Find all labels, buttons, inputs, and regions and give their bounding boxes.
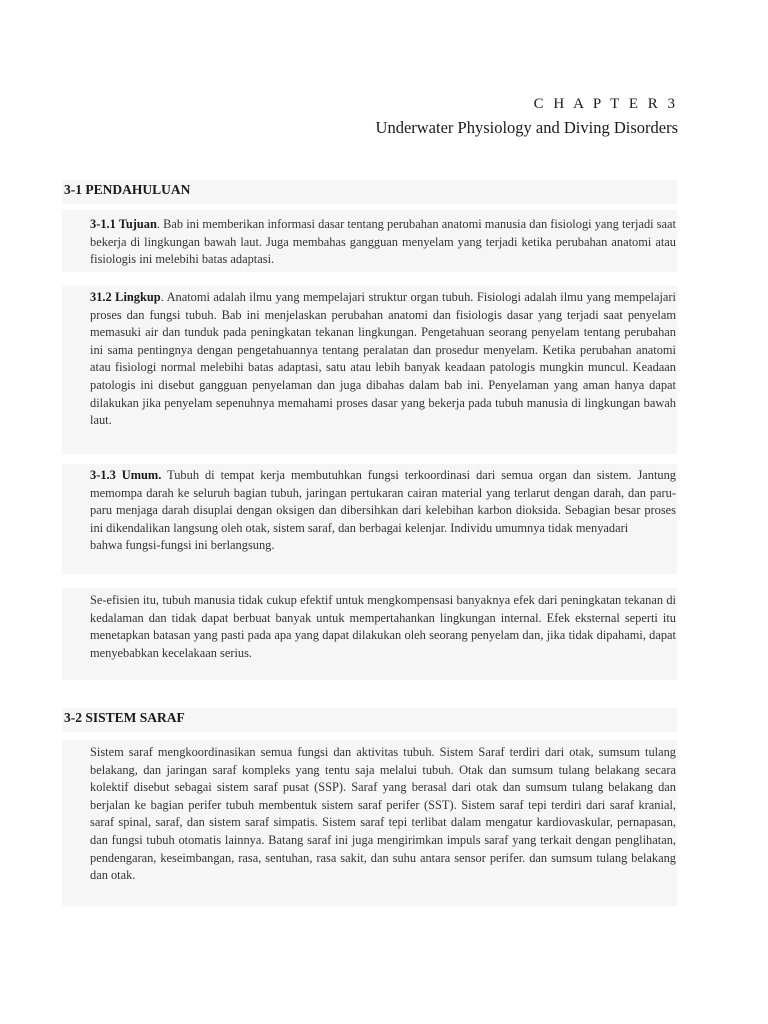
paragraph-text: Sistem saraf mengkoordinasikan semua fungsi dan aktivitas tubuh. Sistem Saraf terdiri dari otak, sumsum tulang belakang, dan jaringan saraf kompleks yang tentu saja melalui tubuh. Otak dan sumsum tulang belakang secara kolektif disebut sebagai sistem saraf pusat (SSP). Saraf yang berasal dari otak dan sumsum tulang belakang dan berjalan ke bagian perifer tubuh membentuk sistem saraf perifer (SST). Sistem saraf tepi terdiri dari saraf kranial, saraf spinal, saraf, dan sistem saraf simpatis. Sistem saraf tepi terlibat dalam mengatur kardiovaskular, pernapasan, dan fungsi tubuh otomatis lainnya. Batang saraf ini juga mengirimkan impuls saraf yang terkait dengan penglihatan, pendengaran, keseimbangan, rasa, sentuhan, rasa sakit, dan suhu antara sensor perifer. dan sumsum tulang belakang dan otak. (90, 745, 676, 883)
paragraph-text: . Bab ini memberikan informasi dasar tentang perubahan anatomi manusia dan fisiologi yang terjadi saat bekerja di lingkungan bawah laut. Juga membahas gangguan menyelam yang terjadi ketika perubahan anatomi atau fisiologis ini melebihi batas adaptasi. (90, 217, 677, 267)
paragraph-lead: 3-1.1 Tujuan (90, 217, 157, 231)
paragraph-lead: 3-1.3 Umum. (90, 468, 162, 482)
paragraph-umum (90, 467, 676, 555)
paragraph-sistem-saraf (90, 744, 676, 885)
section-heading-pendahuluan: 3-1 PENDAHULUAN (64, 182, 191, 197)
paragraph-lingkup (90, 289, 676, 430)
paragraph-text: . Anatomi adalah ilmu yang mempelajari struktur organ tubuh. Fisiologi adalah ilmu yang mempelajari proses dan fungsi tubuh. Bab ini menjelaskan perubahan anatomi dan fisiologis dasar yang terjadi saat penyelam memasuki air dan tunduk pada peningkatan tekanan lingkungan. Pengetahuan seorang penyelam tentang perubahan ini sama pentingnya dengan pengetahuannya tentang peralatan dan prosedur menyelam. Ketika perubahan anatomi atau fisiologi normal melebihi batas adaptasi, satu atau lebih banyak keadaan patologis mungkin muncul. Keadaan patologis ini disebut gangguan penyelaman dan juga dibahas dalam bab ini. Penyelaman yang aman hanya dapat dilakukan jika penyelam sepenuhnya memahami proses dasar yang bekerja pada tubuh manusia di lingkungan bawah laut. (90, 290, 676, 428)
paragraph-tail: bahwa fungsi-fungsi ini berlangsung. (90, 538, 275, 553)
section-heading-sistem-saraf: 3-2 SISTEM SARAF (64, 710, 185, 725)
paragraph-text: Se-efisien itu, tubuh manusia tidak cukup efektif untuk mengkompensasi banyaknya efek dari peningkatan tekanan di kedalaman dan tidak dapat berbuat banyak untuk mempertahankan lingkungan internal. Efek eksternal seperti itu menetapkan batasan yang pasti pada apa yang dapat dilakukan oleh seorang penyelam dan, jika tidak dipahami, dapat menyebabkan kecelakaan serius. (90, 593, 676, 660)
paragraph-efisien (90, 592, 676, 662)
chapter-label: C H A P T E R 3 (533, 96, 678, 112)
chapter-title: Underwater Physiology and Diving Disorders (375, 118, 678, 137)
paragraph-tujuan (90, 216, 676, 269)
paragraph-lead: 31.2 Lingkup (90, 290, 161, 304)
paragraph-text: Tubuh di tempat kerja membutuhkan fungsi terkoordinasi dari semua organ dan sistem. Jantung memompa darah ke seluruh bagian tubuh, jaringan pertukaran cairan material yang terlarut dengan darah, dan paru-paru menjaga darah disuplai dengan oksigen dan dibersihkan dari kelebihan karbon dioksida. Sebagian besar proses ini dikendalikan langsung oleh otak, sistem saraf, dan berbagai kelenjar. Individu umumnya tidak menyadari (90, 468, 676, 535)
